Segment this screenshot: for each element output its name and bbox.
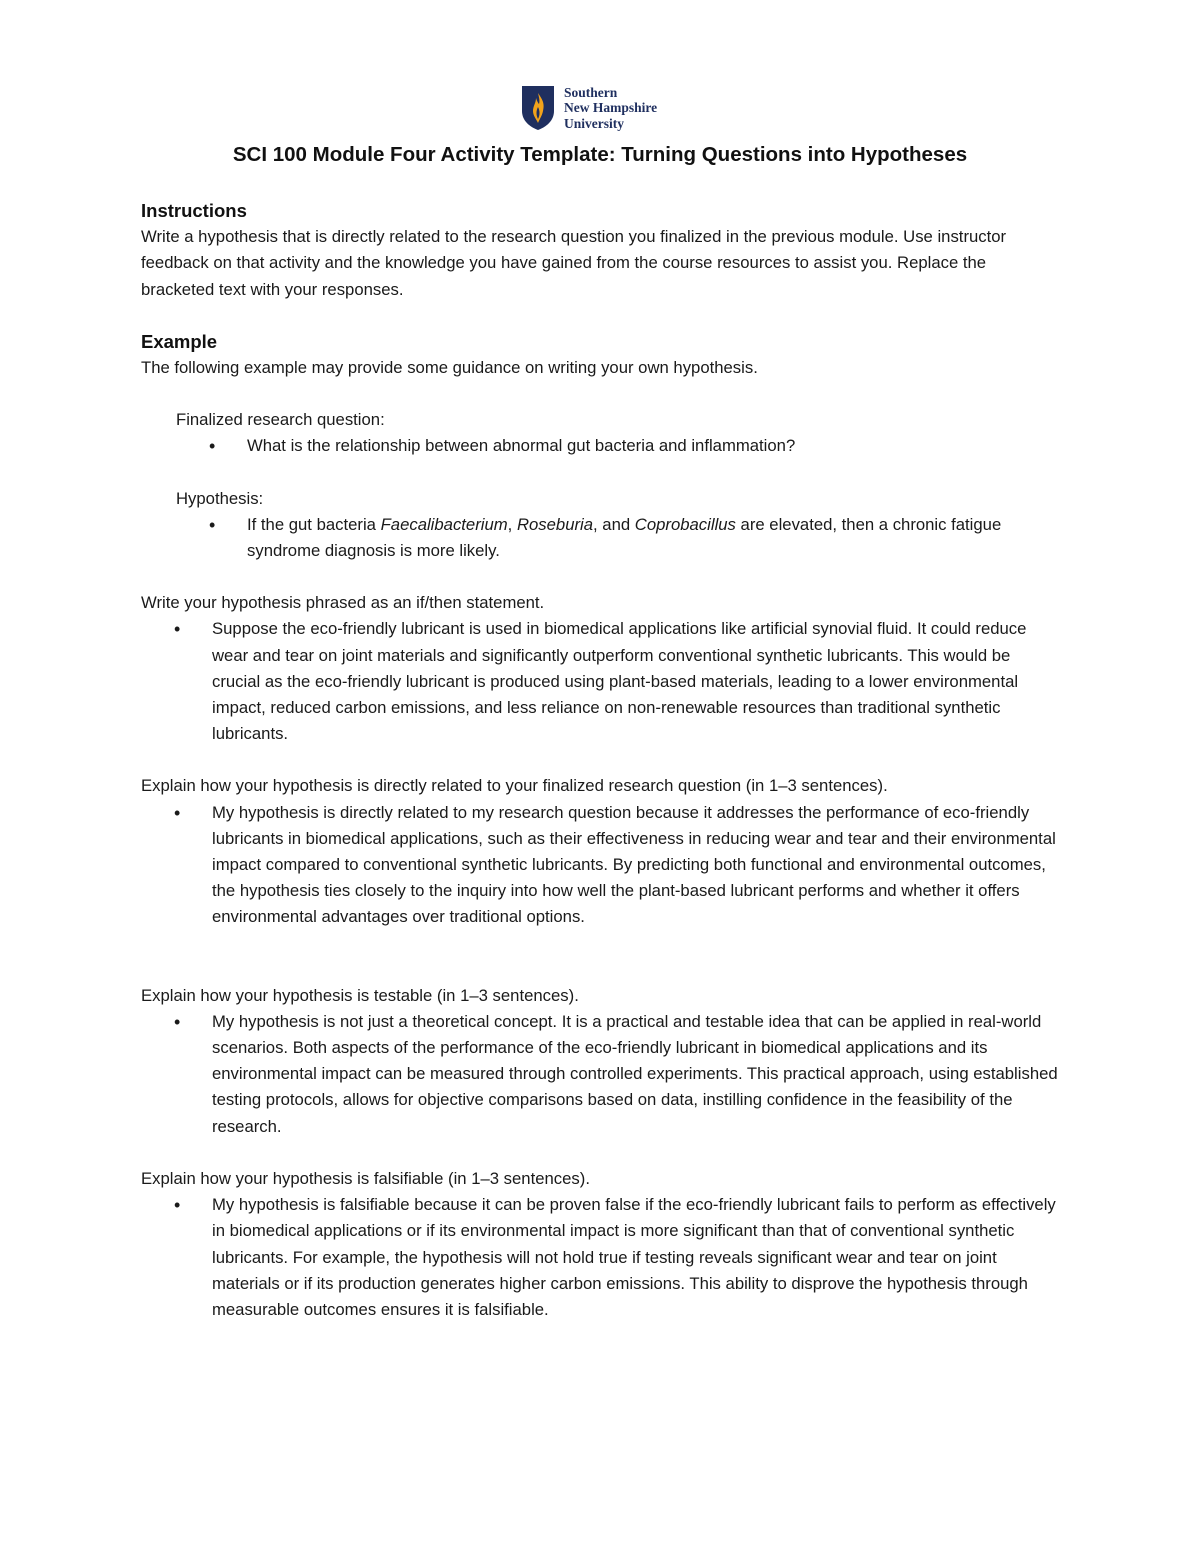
example-hypothesis-list xyxy=(141,512,1061,564)
logo-wordmark xyxy=(564,85,657,132)
research-question-label: Finalized research question: xyxy=(176,410,385,430)
section-prompt-ifthen: Write your hypothesis phrased as an if/then statement. xyxy=(141,593,545,613)
example-hypothesis xyxy=(141,512,1061,564)
bacteria-name: Coprobacillus xyxy=(634,514,736,534)
answer-list-testable xyxy=(141,1009,1061,1140)
example-heading: Example xyxy=(141,330,218,352)
bacteria-name: Faecalibacterium xyxy=(380,514,508,534)
snhu-logo xyxy=(521,84,657,132)
section-prompt-related: Explain how your hypothesis is directly related to your finalized research question (in 1–3 sentences). xyxy=(141,776,888,796)
bacteria-name: Roseburia xyxy=(516,514,594,534)
example-question: • What is the relationship between abnormal gut bacteria and inflammation? xyxy=(141,433,1061,459)
hypothesis-text: are elevated, then a chronic fatigue syndrome diagnosis is more likely. xyxy=(247,514,1002,561)
logo-line: University xyxy=(564,115,624,131)
instructions-heading: Instructions xyxy=(141,200,247,221)
answer-falsifiable: • My hypothesis is falsifiable because it can be proven false if the eco-friendly lubricant fails to perform as effectively in biomedical applications or if its environmental impact is more significant than that of conventional synthetic lubricants. For example, the hypothesis will not hold true if testing reveals significant wear and tear on joint materials or if its production generates higher carbon emissions. This ability to disprove the hypothesis through measurable outcomes ensures it is falsifiable. xyxy=(141,1192,1061,1323)
hypothesis-label: Hypothesis: xyxy=(176,488,264,508)
shield-flame-icon xyxy=(521,85,555,131)
answer-related: • My hypothesis is directly related to my research question because it addresses the performance of eco-friendly lubricants in biomedical applications, such as their effectiveness in reducing wear and tear and their environmental impact compared to conventional synthetic lubricants. By predicting both functional and environmental outcomes, the hypothesis ties closely to the inquiry into how well the plant-based lubricant performs and whether it offers environmental advantages over traditional options. xyxy=(141,800,1061,931)
answer-testable: • My hypothesis is not just a theoretical concept. It is a practical and testable idea that can be applied in real-world scenarios. Both aspects of the performance of the eco-friendly lubricant in biomedical applications and its environmental impact can be measured through controlled experiments. This practical approach, using established testing protocols, allows for objective comparisons based on data, instilling confidence in the feasibility of the research. xyxy=(141,1009,1061,1140)
answer-ifthen: • Suppose the eco-friendly lubricant is used in biomedical applications like artificial synovial fluid. It could reduce wear and tear on joint materials and significantly outperform conventional synthetic lubricants. This would be crucial as the eco-friendly lubricant is produced using plant-based materials, leading to a lower environmental impact, reduced carbon emissions, and less reliance on non-renewable resources than traditional synthetic lubricants. xyxy=(141,616,1061,747)
page-title: SCI 100 Module Four Activity Template: Turning Questions into Hypotheses xyxy=(232,143,968,166)
logo-line: New Hampshire xyxy=(564,100,658,116)
instructions-text: Write a hypothesis that is directly related to the research question you finalized in the previous module. Use instructor feedback on that activity and the knowledge you have gained from the course resources to assist you. Replace the bracketed text with your responses. xyxy=(141,227,1007,299)
logo-line: Southern xyxy=(564,84,618,100)
hypothesis-text: , xyxy=(507,514,517,534)
example-question-list xyxy=(141,433,1061,459)
hypothesis-text: If the gut bacteria xyxy=(247,514,381,534)
example-intro: The following example may provide some guidance on writing your own hypothesis. xyxy=(141,358,758,378)
answer-list-falsifiable xyxy=(141,1192,1061,1323)
hypothesis-text: , and xyxy=(593,514,635,534)
section-prompt-falsifiable: Explain how your hypothesis is falsifiable (in 1–3 sentences). xyxy=(141,1168,590,1188)
section-prompt-testable: Explain how your hypothesis is testable (in 1–3 sentences). xyxy=(141,985,579,1005)
document-body xyxy=(141,198,1061,1323)
answer-list-ifthen xyxy=(141,616,1061,747)
answer-list-related xyxy=(141,800,1061,931)
